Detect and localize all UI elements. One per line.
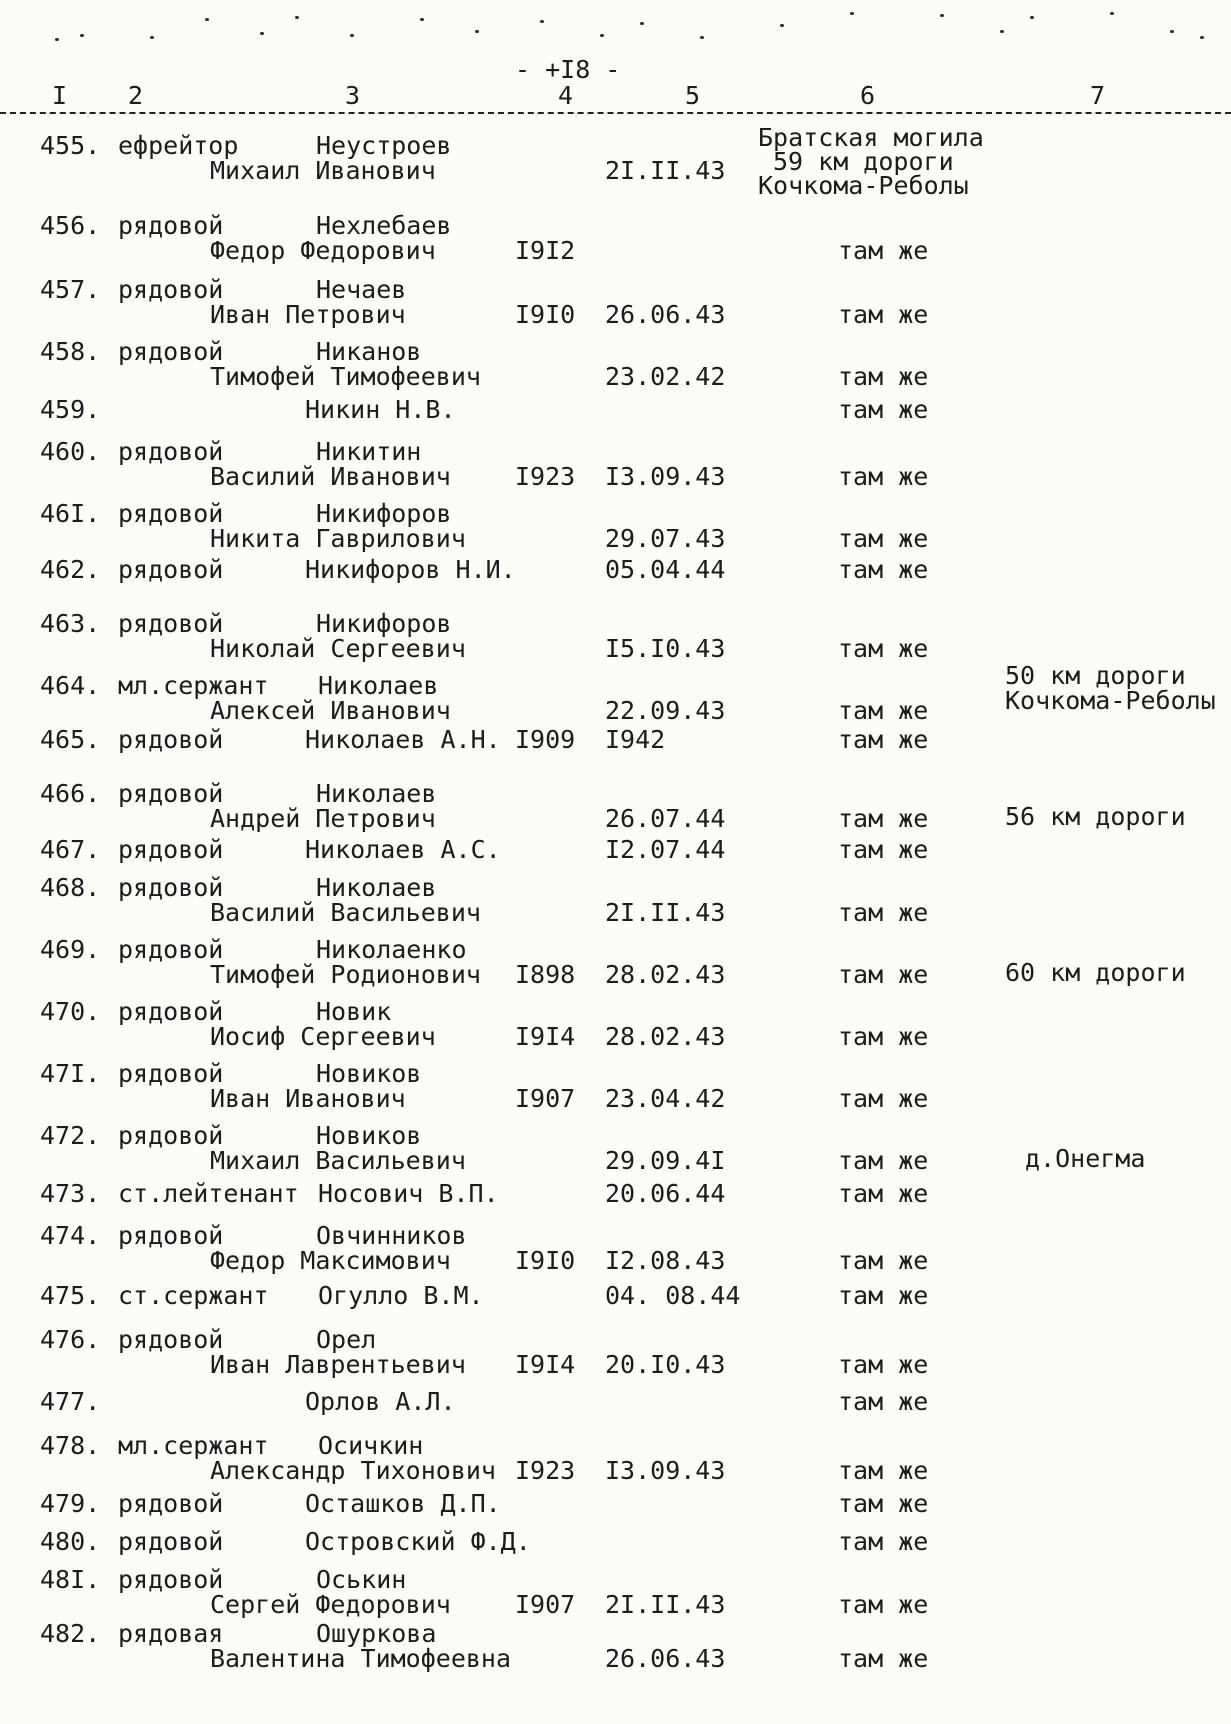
scan-speck	[205, 18, 209, 21]
record-burial-place: там же	[838, 1489, 929, 1518]
scan-speck	[540, 20, 544, 23]
record-given-names: Александр Тихонович	[210, 1456, 496, 1485]
record-surname: Николаев А.С.	[305, 835, 501, 864]
record-rank: рядовой	[118, 337, 224, 366]
record-death-date: 29.09.4I	[605, 1146, 726, 1175]
record-number: 457.	[40, 275, 101, 304]
record-burial-place: 59 км дороги	[773, 147, 954, 176]
record-number: 46I.	[40, 499, 101, 528]
record-number: 463.	[40, 609, 101, 638]
record-burial-place: там же	[838, 898, 929, 927]
record-surname: Островский Ф.Д.	[305, 1527, 531, 1556]
scan-speck	[295, 16, 299, 19]
record-note: 50 км дороги	[1005, 661, 1186, 690]
record-rank: рядовой	[118, 499, 224, 528]
scan-speck	[260, 32, 264, 35]
scan-speck	[350, 34, 354, 37]
record-given-names: Иосиф Сергеевич	[210, 1022, 436, 1051]
column-number: I	[52, 81, 68, 110]
record-surname: Никитин	[316, 437, 422, 466]
record-surname: Орлов А.Л.	[305, 1387, 456, 1416]
record-burial-place: там же	[838, 1022, 929, 1051]
record-death-date: 05.04.44	[605, 555, 726, 584]
record-death-date: 20.06.44	[605, 1179, 726, 1208]
record-number: 480.	[40, 1527, 101, 1556]
record-surname: Никифоров Н.И.	[305, 555, 516, 584]
record-given-names: Иван Петрович	[210, 300, 406, 329]
column-number: 3	[345, 81, 361, 110]
scan-speck	[1030, 16, 1034, 19]
column-number: 5	[685, 81, 701, 110]
record-rank: ефрейтор	[118, 131, 239, 160]
record-given-names: Валентина Тимофеевна	[210, 1644, 512, 1673]
record-rank: рядовой	[118, 779, 224, 808]
record-death-date: I942	[605, 725, 666, 754]
record-birth-year: I9I2	[515, 236, 576, 265]
record-rank: ст.сержант	[118, 1281, 269, 1310]
record-birth-year: I9I0	[515, 300, 576, 329]
record-given-names: Иван Лаврентьевич	[210, 1350, 466, 1379]
scan-speck	[700, 36, 704, 39]
record-death-date: 2I.II.43	[605, 898, 726, 927]
record-rank: рядовой	[118, 1121, 224, 1150]
record-given-names: Алексей Иванович	[210, 696, 451, 725]
record-number: 469.	[40, 935, 101, 964]
scan-speck	[420, 18, 424, 21]
record-number: 462.	[40, 555, 101, 584]
record-note: 60 км дороги	[1005, 958, 1186, 987]
record-death-date: I5.I0.43	[605, 634, 726, 663]
record-given-names: Михаил Иванович	[210, 156, 436, 185]
record-burial-place: там же	[838, 696, 929, 725]
scan-speck	[780, 24, 784, 27]
record-burial-place: там же	[838, 804, 929, 833]
record-rank: рядовой	[118, 275, 224, 304]
record-number: 482.	[40, 1619, 101, 1648]
record-burial-place: там же	[838, 555, 929, 584]
column-number: 4	[558, 81, 574, 110]
record-rank: рядовой	[118, 437, 224, 466]
record-burial-place: там же	[838, 1084, 929, 1113]
record-burial-place: там же	[838, 1644, 929, 1673]
record-surname: Овчинников	[316, 1221, 467, 1250]
scan-speck	[850, 12, 854, 15]
record-birth-year: I907	[515, 1590, 576, 1619]
record-death-date: 26.06.43	[605, 300, 726, 329]
record-given-names: Василий Иванович	[210, 462, 451, 491]
record-number: 456.	[40, 211, 101, 240]
record-birth-year: I923	[515, 462, 576, 491]
record-number: 466.	[40, 779, 101, 808]
record-burial-place: там же	[838, 835, 929, 864]
record-number: 464.	[40, 671, 101, 700]
record-surname: Новиков	[316, 1059, 422, 1088]
record-surname: Нечаев	[316, 275, 407, 304]
scan-speck	[1000, 30, 1004, 33]
record-burial-place: там же	[838, 300, 929, 329]
record-burial-place: там же	[838, 634, 929, 663]
record-surname: Осичкин	[318, 1431, 424, 1460]
record-given-names: Николай Сергеевич	[210, 634, 466, 663]
record-given-names: Василий Васильевич	[210, 898, 481, 927]
record-number: 475.	[40, 1281, 101, 1310]
record-burial-place: Кочкома-Реболы	[758, 171, 969, 200]
scan-speck	[1110, 12, 1114, 15]
scan-speck	[1200, 36, 1204, 39]
record-rank: рядовой	[118, 1059, 224, 1088]
record-burial-place: там же	[838, 462, 929, 491]
record-number: 473.	[40, 1179, 101, 1208]
record-rank: мл.сержант	[118, 671, 269, 700]
record-rank: мл.сержант	[118, 1431, 269, 1460]
record-burial-place: там же	[838, 362, 929, 391]
record-given-names: Михаил Васильевич	[210, 1146, 466, 1175]
record-note: д.Онегма	[1025, 1144, 1146, 1173]
record-number: 476.	[40, 1325, 101, 1354]
record-surname: Нехлебаев	[316, 211, 452, 240]
record-rank: ст.лейтенант	[118, 1179, 299, 1208]
record-number: 465.	[40, 725, 101, 754]
record-birth-year: I909	[515, 725, 576, 754]
record-burial-place: там же	[838, 960, 929, 989]
record-number: 48I.	[40, 1565, 101, 1594]
record-death-date: 23.02.42	[605, 362, 726, 391]
record-surname: Николаев	[318, 671, 439, 700]
record-death-date: 20.I0.43	[605, 1350, 726, 1379]
record-surname: Никин Н.В.	[305, 395, 456, 424]
record-surname: Николаенко	[316, 935, 467, 964]
record-burial-place: там же	[838, 725, 929, 754]
record-birth-year: I898	[515, 960, 576, 989]
record-surname: Николаев А.Н.	[305, 725, 501, 754]
record-burial-place: там же	[838, 1350, 929, 1379]
record-burial-place: там же	[838, 1527, 929, 1556]
record-rank: рядовой	[118, 211, 224, 240]
record-rank: рядовой	[118, 1221, 224, 1250]
record-surname: Никанов	[316, 337, 422, 366]
record-burial-place: там же	[838, 236, 929, 265]
record-rank: рядовой	[118, 1527, 224, 1556]
record-note: Кочкома-Реболы	[1005, 686, 1216, 715]
record-number: 467.	[40, 835, 101, 864]
record-surname: Новиков	[316, 1121, 422, 1150]
record-death-date: I2.08.43	[605, 1246, 726, 1275]
record-burial-place: там же	[838, 395, 929, 424]
scan-speck	[640, 22, 644, 25]
record-birth-year: I907	[515, 1084, 576, 1113]
column-number: 2	[128, 81, 144, 110]
record-given-names: Иван Иванович	[210, 1084, 406, 1113]
record-number: 478.	[40, 1431, 101, 1460]
record-birth-year: I923	[515, 1456, 576, 1485]
record-death-date: 2I.II.43	[605, 156, 726, 185]
record-number: 47I.	[40, 1059, 101, 1088]
record-surname: Николаев	[316, 779, 437, 808]
scan-speck	[600, 34, 604, 37]
record-rank: рядовой	[118, 725, 224, 754]
record-death-date: 26.06.43	[605, 1644, 726, 1673]
record-rank: рядовой	[118, 1489, 224, 1518]
record-burial-place: Братская могила	[758, 123, 984, 152]
record-given-names: Федор Максимович	[210, 1246, 451, 1275]
record-rank: рядовой	[118, 835, 224, 864]
header-rule	[0, 112, 1231, 114]
record-death-date: I3.09.43	[605, 1456, 726, 1485]
record-number: 479.	[40, 1489, 101, 1518]
record-note: 56 км дороги	[1005, 802, 1186, 831]
record-death-date: 26.07.44	[605, 804, 726, 833]
record-surname: Никифоров	[316, 499, 452, 528]
record-death-date: 29.07.43	[605, 524, 726, 553]
record-death-date: 2I.II.43	[605, 1590, 726, 1619]
record-number: 460.	[40, 437, 101, 466]
record-rank: рядовой	[118, 555, 224, 584]
record-rank: рядовой	[118, 935, 224, 964]
record-given-names: Тимофей Тимофеевич	[210, 362, 481, 391]
record-burial-place: там же	[838, 1246, 929, 1275]
record-burial-place: там же	[838, 1146, 929, 1175]
record-given-names: Андрей Петрович	[210, 804, 436, 833]
record-birth-year: I9I4	[515, 1350, 576, 1379]
record-surname: Орел	[316, 1325, 377, 1354]
scan-speck	[55, 38, 59, 41]
record-death-date: 28.02.43	[605, 1022, 726, 1051]
record-surname: Ошуркова	[316, 1619, 437, 1648]
record-surname: Носович В.П.	[318, 1179, 499, 1208]
record-rank: рядовой	[118, 609, 224, 638]
record-number: 474.	[40, 1221, 101, 1250]
record-number: 455.	[40, 131, 101, 160]
record-burial-place: там же	[838, 1456, 929, 1485]
record-surname: Новик	[316, 997, 392, 1026]
scan-speck	[475, 30, 479, 33]
column-number: 7	[1090, 81, 1106, 110]
record-birth-year: I9I4	[515, 1022, 576, 1051]
record-rank: рядовой	[118, 997, 224, 1026]
record-rank: рядовой	[118, 1565, 224, 1594]
record-number: 458.	[40, 337, 101, 366]
record-burial-place: там же	[838, 1590, 929, 1619]
record-given-names: Тимофей Родионович	[210, 960, 481, 989]
record-given-names: Сергей Федорович	[210, 1590, 451, 1619]
record-burial-place: там же	[838, 1387, 929, 1416]
record-death-date: I2.07.44	[605, 835, 726, 864]
record-surname: Огулло В.М.	[318, 1281, 484, 1310]
record-birth-year: I9I0	[515, 1246, 576, 1275]
record-given-names: Федор Федорович	[210, 236, 436, 265]
record-death-date: 22.09.43	[605, 696, 726, 725]
record-given-names: Никита Гаврилович	[210, 524, 466, 553]
record-rank: рядовой	[118, 873, 224, 902]
record-surname: Осташков Д.П.	[305, 1489, 501, 1518]
record-rank: рядовой	[118, 1325, 224, 1354]
record-burial-place: там же	[838, 524, 929, 553]
scan-speck	[940, 14, 944, 17]
column-number: 6	[860, 81, 876, 110]
scan-speck	[150, 36, 154, 39]
record-number: 468.	[40, 873, 101, 902]
record-number: 477.	[40, 1387, 101, 1416]
record-death-date: I3.09.43	[605, 462, 726, 491]
record-surname: Оськин	[316, 1565, 407, 1594]
record-burial-place: там же	[838, 1179, 929, 1208]
record-surname: Никифоров	[316, 609, 452, 638]
record-rank: рядовая	[118, 1619, 224, 1648]
record-surname: Николаев	[316, 873, 437, 902]
record-death-date: 23.04.42	[605, 1084, 726, 1113]
record-death-date: 04. 08.44	[605, 1281, 741, 1310]
record-number: 470.	[40, 997, 101, 1026]
record-death-date: 28.02.43	[605, 960, 726, 989]
record-number: 472.	[40, 1121, 101, 1150]
scan-speck	[1170, 30, 1174, 33]
scan-speck	[80, 34, 84, 37]
record-surname: Неустроев	[316, 131, 452, 160]
record-burial-place: там же	[838, 1281, 929, 1310]
page-number: - +I8 -	[515, 55, 621, 84]
record-number: 459.	[40, 395, 101, 424]
